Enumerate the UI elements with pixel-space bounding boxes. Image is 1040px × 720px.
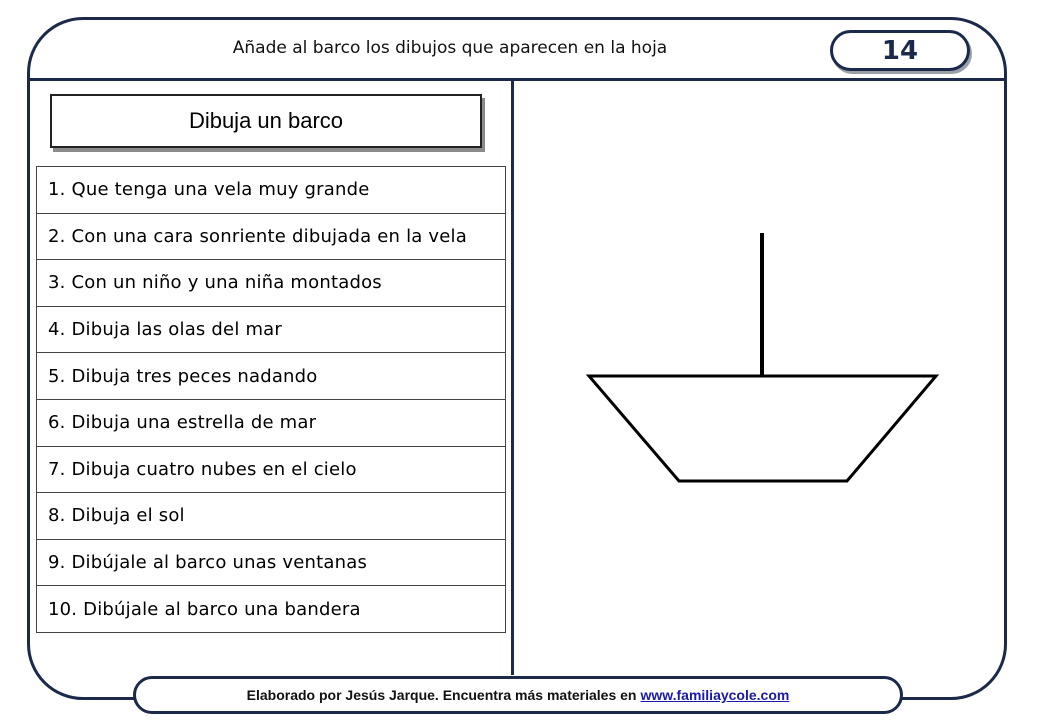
task-row — [37, 399, 506, 446]
footer-bar — [133, 676, 903, 714]
task-list — [36, 166, 506, 633]
task-item: 2. Con una cara sonriente dibujada en la vela — [37, 213, 506, 260]
task-item: 3. Con un niño y una niña montados — [37, 260, 506, 307]
task-item: 9. Dibújale al barco unas ventanas — [37, 539, 506, 586]
task-item: 7. Dibuja cuatro nubes en el cielo — [37, 446, 506, 493]
task-row — [37, 260, 506, 307]
header-divider — [27, 78, 1007, 81]
task-row — [37, 446, 506, 493]
column-divider — [511, 80, 514, 675]
page-number-badge: 14 — [830, 30, 970, 71]
task-item: 6. Dibuja una estrella de mar — [37, 399, 506, 446]
task-item: 5. Dibuja tres peces nadando — [37, 353, 506, 400]
task-row — [37, 353, 506, 400]
task-item: 1. Que tenga una vela muy grande — [37, 167, 506, 214]
task-item: 4. Dibuja las olas del mar — [37, 306, 506, 353]
task-item: 8. Dibuja el sol — [37, 493, 506, 540]
footer-credit: Elaborado por Jesús Jarque. Encuentra más materiales en — [246, 687, 637, 703]
task-row — [37, 539, 506, 586]
boat-drawing — [580, 225, 950, 490]
task-row — [37, 213, 506, 260]
task-item: 10. Dibújale al barco una bandera — [37, 586, 506, 633]
boat-hull — [589, 376, 936, 481]
task-row — [37, 167, 506, 214]
header-instruction: Añade al barco los dibujos que aparecen en la hoja — [232, 38, 668, 58]
task-row — [37, 586, 506, 633]
worksheet-title: Dibuja un barco — [50, 94, 482, 148]
footer-link[interactable]: www.familiaycole.com — [640, 687, 790, 703]
task-row — [37, 306, 506, 353]
task-row — [37, 493, 506, 540]
